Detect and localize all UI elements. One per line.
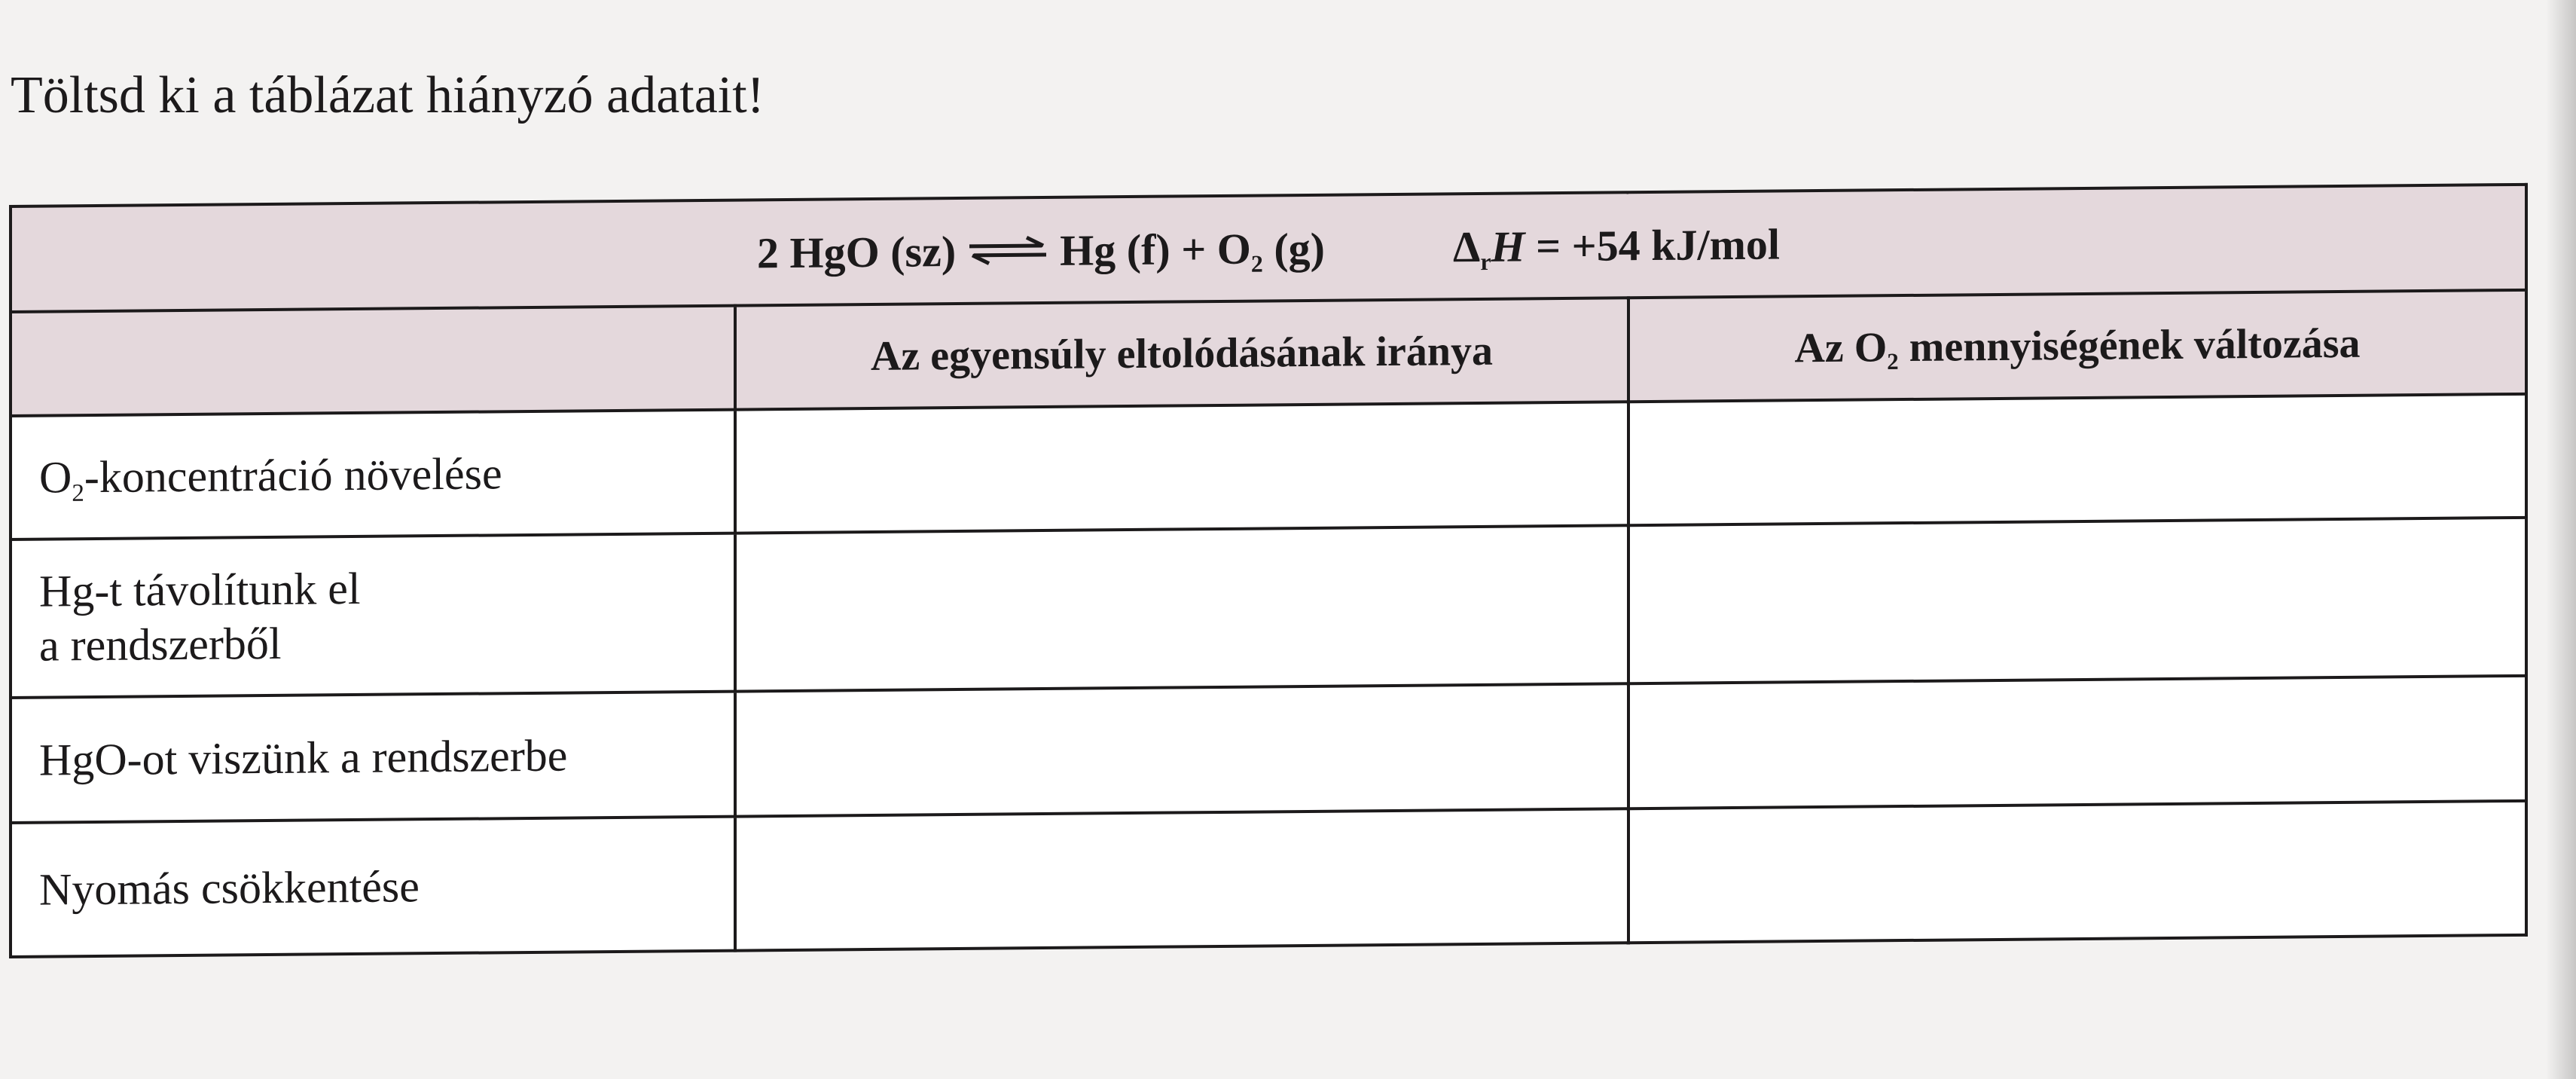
equation-rhs-text: Hg (f) + O bbox=[1060, 224, 1251, 275]
enthalpy-value: = +54 kJ/mol bbox=[1525, 219, 1781, 271]
answer-cell-o2-amount[interactable] bbox=[1628, 801, 2526, 943]
corner-cell bbox=[11, 306, 735, 416]
table-row bbox=[11, 801, 2526, 957]
equation-lhs: 2 HgO (sz) bbox=[756, 226, 957, 277]
enthalpy-change bbox=[1452, 219, 1781, 275]
column-header-o2-amount bbox=[1628, 290, 2526, 402]
table-row bbox=[11, 518, 2526, 698]
enthalpy-symbol: H bbox=[1491, 221, 1525, 271]
row-label-hgo-addition: HgO-ot viszünk a rendszerbe bbox=[11, 692, 735, 823]
col2-subscript: 2 bbox=[1887, 348, 1899, 375]
row-label-pressure-decrease: Nyomás csökkentése bbox=[11, 817, 735, 957]
table-row bbox=[11, 394, 2526, 540]
column-header-shift-direction: Az egyensúly eltolódásának iránya bbox=[735, 298, 1628, 409]
equation-rhs bbox=[1060, 222, 1325, 275]
reaction-equation bbox=[757, 219, 1780, 278]
answer-cell-shift-direction[interactable] bbox=[735, 402, 1628, 533]
equilibrium-table bbox=[9, 183, 2528, 958]
answer-cell-o2-amount[interactable] bbox=[1628, 518, 2526, 683]
page-edge-shadow bbox=[2546, 0, 2576, 1079]
answer-cell-shift-direction[interactable] bbox=[735, 525, 1628, 691]
equilibrium-table-container bbox=[9, 183, 2525, 943]
row-label-hg-removal bbox=[11, 533, 735, 698]
col2-text: Az O bbox=[1794, 324, 1888, 372]
col2-text-rest: mennyiségének változása bbox=[1898, 319, 2361, 371]
row-label-text: O bbox=[39, 452, 72, 503]
row-label-line2: a rendszerből bbox=[39, 618, 282, 671]
row-label-subscript: 2 bbox=[72, 479, 84, 507]
row-label-text-rest: -koncentráció növelése bbox=[84, 448, 502, 503]
instruction-text: Töltsd ki a táblázat hiányzó adatait! bbox=[11, 66, 765, 124]
answer-cell-o2-amount[interactable] bbox=[1628, 394, 2526, 525]
delta-symbol: Δ bbox=[1452, 222, 1481, 271]
delta-subscript: r bbox=[1480, 248, 1491, 275]
equation-rhs-state: (g) bbox=[1262, 223, 1325, 273]
answer-cell-shift-direction[interactable] bbox=[735, 808, 1628, 950]
answer-cell-o2-amount[interactable] bbox=[1628, 676, 2526, 808]
row-label-o2-concentration bbox=[11, 410, 735, 540]
table-row bbox=[11, 676, 2526, 823]
answer-cell-shift-direction[interactable] bbox=[735, 683, 1628, 816]
row-label-line1: Hg-t távolítunk el bbox=[39, 563, 361, 616]
equation-rhs-subscript: 2 bbox=[1250, 250, 1263, 277]
equilibrium-arrow-icon bbox=[966, 235, 1049, 266]
